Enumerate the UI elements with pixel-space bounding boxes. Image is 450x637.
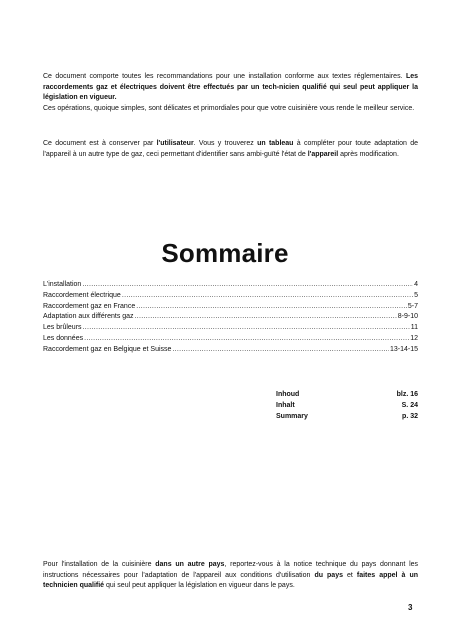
language-ref-label: Summary (276, 412, 308, 420)
toc-page: 5 (414, 291, 418, 299)
toc-entry[interactable] (43, 292, 418, 303)
language-ref-page: p. 32 (402, 412, 418, 420)
toc-leader-dots (84, 335, 409, 342)
toc-entry[interactable] (43, 346, 418, 357)
toc-leader-dots (122, 292, 413, 299)
toc-label: Raccordement gaz en Belgique et Suisse (43, 345, 172, 353)
footer-text-b: , reportez-vous à la notice technique du pays donnant les instructions nécessaires pour l'adaptation de l'appareil aux conditions d'utilisation (43, 561, 419, 579)
footer-paragraph (43, 560, 418, 592)
toc-entry[interactable] (43, 313, 418, 324)
intro2-text-d: après modification. (338, 150, 399, 158)
language-ref-page: blz. 16 (396, 391, 418, 398)
toc-entry[interactable] (43, 281, 418, 292)
intro-bold-warning: Les raccordements gaz et électriques doivent être effectués par un tech-nicien qualifié qui seul peut appliquer la législation en vigueur. (43, 73, 418, 101)
page-number: 3 (408, 603, 413, 612)
language-ref-page: S. 24 (401, 401, 418, 409)
language-ref-label: Inhalt (276, 401, 295, 409)
footer-bold-technician: faites appel à un technicien qualifié (43, 571, 418, 589)
intro-paragraph-2 (43, 139, 418, 160)
other-language-index (276, 391, 418, 423)
toc-entry[interactable] (43, 335, 418, 346)
language-ref-row[interactable] (276, 413, 418, 424)
footer-bold-other-country: dans un autre pays (155, 561, 225, 568)
toc-leader-dots (172, 346, 389, 353)
toc-leader-dots (135, 313, 397, 320)
toc-entry[interactable] (43, 303, 418, 314)
toc-label: Les brûleurs (43, 324, 82, 332)
intro-text: Ce document comporte toutes les recommandations pour une installation conforme aux textes réglementaires. (43, 73, 406, 80)
intro-paragraph-1 (43, 72, 418, 114)
footer-text-a: Pour l'installation de la cuisinière (43, 561, 156, 568)
intro2-bold-user: l'utilisateur (156, 140, 194, 147)
language-ref-label: Inhoud (276, 391, 300, 398)
toc-page: 8-9-10 (397, 313, 418, 321)
intro2-bold-appliance: l'appareil (307, 150, 339, 158)
toc-page: 12 (410, 334, 418, 342)
language-ref-row[interactable] (276, 391, 418, 402)
toc-leader-dots (83, 324, 410, 331)
footer-text-d: qui seul peut appliquer la législation en vigueur dans le pays. (104, 582, 295, 589)
toc-page: 5-7 (407, 302, 418, 310)
toc-page: 4 (414, 281, 418, 288)
intro2-bold-table: un tableau (257, 140, 294, 147)
toc-entry[interactable] (43, 324, 418, 335)
toc-label: Les données (43, 334, 84, 342)
toc-label: Raccordement électrique (43, 291, 121, 299)
toc-page: 11 (410, 324, 418, 332)
footer-bold-country: du pays (314, 571, 343, 579)
toc-label: L'installation (43, 281, 82, 288)
intro2-text-b: . Vous y trouverez (193, 140, 258, 147)
toc-page: 13-14-15 (389, 345, 418, 353)
footer-text-c: et (342, 571, 357, 579)
intro-text-2: Ces opérations, quoique simples, sont délicates et primordiales pour que votre cuisinière vous rende le meilleur service. (43, 104, 415, 112)
intro2-text-c: à compléter pour toute adaptation de l'appareil à un autre type de gaz, ceci permettant d'identifier sans ambi-guïté l'état de (43, 140, 418, 158)
toc-leader-dots (136, 303, 407, 310)
toc-leader-dots (82, 281, 413, 288)
toc-label: Raccordement gaz en France (43, 302, 136, 310)
page-title: Sommaire (161, 238, 289, 268)
intro2-text-a: Ce document est à conserver par (43, 140, 157, 147)
language-ref-row[interactable] (276, 402, 418, 413)
table-of-contents (43, 281, 418, 357)
toc-label: Adaptation aux différents gaz (43, 313, 134, 321)
